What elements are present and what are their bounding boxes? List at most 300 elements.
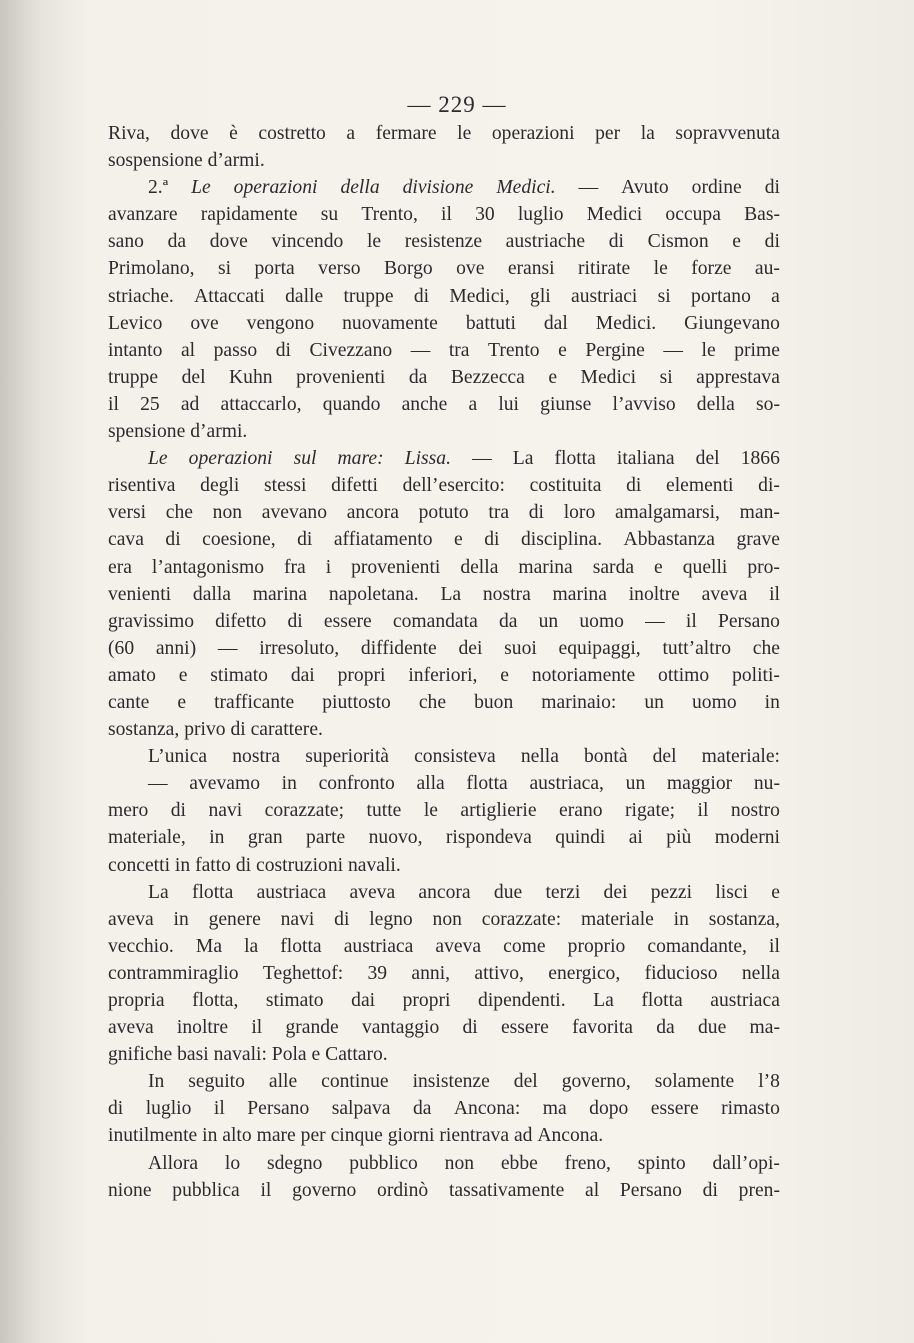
word: nostra bbox=[232, 746, 281, 768]
word: inoltre bbox=[628, 583, 680, 605]
text-line bbox=[108, 1068, 780, 1095]
word: nu- bbox=[753, 773, 780, 795]
word: fermare bbox=[375, 123, 437, 144]
word: il bbox=[213, 1098, 225, 1120]
word: gnifiche bbox=[108, 1044, 178, 1066]
word: nuovamente bbox=[342, 312, 438, 334]
word: Riva, bbox=[108, 123, 150, 144]
word: amato bbox=[108, 664, 156, 686]
word: dei bbox=[603, 881, 628, 903]
word: non bbox=[212, 502, 243, 524]
word: navi bbox=[208, 800, 243, 822]
word: rigate; bbox=[625, 800, 676, 822]
word: al bbox=[180, 339, 196, 361]
word: di bbox=[275, 339, 291, 361]
word: vengono bbox=[246, 312, 315, 334]
word: che bbox=[752, 637, 780, 659]
word: sopravvenuta bbox=[675, 123, 780, 144]
word: Civezzano bbox=[309, 339, 393, 361]
word: e bbox=[654, 556, 663, 578]
text-line bbox=[108, 499, 780, 526]
word: Kuhn bbox=[229, 366, 273, 388]
word: erano bbox=[559, 800, 603, 822]
text-line bbox=[108, 906, 780, 933]
word: attivo, bbox=[474, 962, 524, 984]
text-line bbox=[108, 391, 780, 418]
word: in bbox=[174, 854, 196, 876]
word: in bbox=[202, 1125, 223, 1147]
word: austriaca bbox=[343, 935, 414, 957]
word: dopo bbox=[589, 1098, 629, 1120]
text-line bbox=[108, 472, 780, 499]
word: suoi bbox=[504, 637, 537, 659]
word: marina bbox=[552, 583, 607, 605]
word: elementi bbox=[666, 475, 734, 497]
word: intanto bbox=[108, 339, 163, 361]
word: tutte bbox=[366, 800, 402, 822]
word: da bbox=[498, 610, 518, 632]
word: del bbox=[695, 448, 720, 470]
word: dove bbox=[209, 231, 248, 253]
text-line bbox=[108, 228, 780, 255]
word: versi bbox=[108, 502, 147, 524]
word: Cattaro. bbox=[325, 1044, 388, 1066]
word: ritirate bbox=[578, 258, 631, 280]
word: e bbox=[178, 664, 188, 686]
word: dall’opi- bbox=[712, 1152, 780, 1174]
word: gravissimo bbox=[108, 610, 194, 632]
word: La bbox=[440, 583, 462, 605]
word: un bbox=[538, 610, 559, 632]
word: al bbox=[585, 1179, 600, 1201]
word: le bbox=[423, 800, 438, 822]
text-line bbox=[108, 1177, 780, 1204]
word: il bbox=[441, 204, 452, 226]
word: in bbox=[173, 908, 189, 930]
word: marinaio: bbox=[541, 691, 617, 713]
word: vincendo bbox=[271, 231, 344, 253]
word: aveva bbox=[701, 583, 748, 605]
word: eransi bbox=[507, 258, 555, 280]
word: Levico bbox=[108, 312, 163, 334]
word: uomo bbox=[579, 610, 624, 632]
text-line bbox=[108, 608, 780, 635]
word: porta bbox=[254, 258, 295, 280]
word: concetti bbox=[108, 854, 175, 876]
word: alle bbox=[268, 1071, 298, 1093]
word: le bbox=[701, 339, 716, 361]
word: il bbox=[260, 1179, 272, 1201]
word: e bbox=[548, 366, 558, 388]
word: avanzare bbox=[108, 204, 178, 226]
page-number: — 229 — bbox=[407, 92, 507, 117]
word: del bbox=[652, 746, 677, 768]
text-line bbox=[108, 662, 780, 689]
word: flotta bbox=[466, 773, 508, 795]
word: La bbox=[512, 448, 534, 470]
word: parte bbox=[306, 827, 346, 849]
word: comandante, bbox=[647, 935, 747, 957]
word: Lissa. bbox=[404, 448, 451, 470]
word: si bbox=[217, 258, 232, 280]
word: Trento bbox=[488, 339, 540, 361]
word: dell’esercito: bbox=[402, 475, 505, 497]
word: italiana bbox=[616, 448, 675, 470]
word: resistenze bbox=[404, 231, 483, 253]
word: energico, bbox=[548, 962, 621, 984]
word: navali: bbox=[213, 1044, 272, 1066]
word: su bbox=[320, 204, 339, 226]
body-text bbox=[108, 120, 780, 1204]
word: dei bbox=[458, 637, 483, 659]
word: di bbox=[165, 529, 181, 551]
word: il bbox=[251, 1017, 263, 1039]
word: essere bbox=[500, 1017, 549, 1039]
word: propri bbox=[337, 664, 386, 686]
word: truppe bbox=[343, 285, 394, 307]
word: 25 bbox=[140, 393, 160, 415]
word: provenienti bbox=[351, 556, 441, 578]
word: Medici. bbox=[496, 177, 556, 199]
word: Persano bbox=[619, 1179, 682, 1201]
word: degli bbox=[200, 475, 240, 497]
word: ove bbox=[456, 258, 485, 280]
word: austriaca bbox=[710, 990, 780, 1011]
word: e bbox=[500, 664, 509, 686]
word: dove bbox=[170, 123, 209, 144]
word: ma- bbox=[749, 1017, 780, 1039]
word: aveva bbox=[349, 881, 396, 903]
word: della bbox=[696, 393, 735, 415]
word: ordine bbox=[691, 177, 742, 199]
word: il bbox=[108, 393, 119, 415]
word: costituita bbox=[529, 475, 602, 497]
word: quindi bbox=[555, 827, 606, 849]
word: Trento, bbox=[361, 204, 418, 226]
word: da bbox=[656, 1017, 675, 1039]
word: flotta bbox=[280, 935, 322, 957]
word: ad bbox=[513, 1125, 538, 1147]
word: le bbox=[457, 123, 472, 144]
word: amalgamarsi, bbox=[614, 502, 720, 524]
word: un bbox=[625, 773, 646, 795]
word: della bbox=[460, 556, 499, 578]
word: Persano bbox=[247, 1098, 310, 1120]
word: e bbox=[771, 881, 780, 903]
text-line bbox=[108, 770, 780, 797]
text-line bbox=[108, 174, 780, 201]
word: navi bbox=[280, 908, 315, 930]
word: sdegno bbox=[266, 1152, 323, 1174]
word: freno, bbox=[564, 1152, 611, 1174]
word: sarda bbox=[592, 556, 635, 578]
word: l’avviso bbox=[612, 393, 676, 415]
word: da bbox=[412, 1098, 432, 1120]
word: luglio bbox=[145, 1098, 192, 1120]
word: flotta bbox=[554, 448, 596, 470]
word: del bbox=[181, 366, 206, 388]
word: gran bbox=[247, 827, 283, 849]
word: le bbox=[653, 258, 668, 280]
word: da bbox=[408, 366, 428, 388]
word: mare bbox=[256, 1125, 301, 1147]
word: in bbox=[281, 773, 297, 795]
word: di bbox=[287, 610, 303, 632]
word: rimasto bbox=[721, 1098, 780, 1120]
word: mero bbox=[108, 800, 149, 822]
word: proprio bbox=[567, 935, 626, 957]
word: au- bbox=[754, 258, 780, 280]
word: rispondeva bbox=[445, 827, 532, 849]
word: in bbox=[209, 827, 225, 849]
word: è bbox=[229, 123, 238, 144]
word: la bbox=[640, 123, 655, 144]
word: fiducioso bbox=[644, 962, 718, 984]
word: difetto bbox=[215, 610, 267, 632]
word: che bbox=[165, 502, 193, 524]
word: napoletana. bbox=[328, 583, 419, 605]
word: ai bbox=[628, 827, 643, 849]
word: l’antagonismo bbox=[151, 556, 264, 578]
word: Bas- bbox=[744, 204, 780, 226]
word: e bbox=[558, 339, 567, 361]
word: in bbox=[673, 908, 689, 930]
word: — bbox=[645, 610, 665, 632]
word: apprestava bbox=[696, 366, 780, 388]
word: carattere. bbox=[250, 719, 323, 741]
text-line bbox=[108, 1122, 780, 1149]
word: attaccarlo, bbox=[220, 393, 302, 415]
word: costruzioni bbox=[256, 854, 348, 876]
word: risentiva bbox=[108, 475, 176, 497]
word: coesione, bbox=[202, 529, 276, 551]
word: cava bbox=[108, 529, 144, 551]
word: battuti bbox=[465, 312, 516, 334]
word: sostanza, bbox=[708, 908, 780, 930]
word: come bbox=[503, 935, 546, 957]
word: prime bbox=[734, 339, 780, 361]
word: sul bbox=[293, 448, 317, 470]
word: flotta bbox=[641, 990, 683, 1011]
text-line bbox=[108, 879, 780, 906]
text-line bbox=[108, 554, 780, 581]
text-line bbox=[108, 1041, 780, 1068]
text-line bbox=[108, 581, 780, 608]
word: Allora bbox=[148, 1152, 199, 1174]
text-line bbox=[108, 635, 780, 662]
word: tassativamente bbox=[448, 1179, 565, 1201]
text-line bbox=[108, 933, 780, 960]
word: rapidamente bbox=[200, 204, 298, 226]
word: ottimo bbox=[658, 664, 710, 686]
word: Avuto bbox=[621, 177, 669, 199]
text-line bbox=[108, 689, 780, 716]
word: (60 bbox=[108, 637, 135, 659]
word: ove bbox=[190, 312, 219, 334]
word: ancora bbox=[418, 881, 471, 903]
word: tutt’altro bbox=[662, 637, 732, 659]
word: marina bbox=[252, 583, 308, 605]
text-line bbox=[108, 797, 780, 824]
word: si bbox=[659, 366, 673, 388]
word: avevano bbox=[261, 502, 328, 524]
word: seguito bbox=[188, 1071, 245, 1093]
word: Persano bbox=[717, 610, 780, 632]
word: favorita bbox=[572, 1017, 634, 1039]
word: Giungevano bbox=[684, 312, 780, 334]
word: materiale: bbox=[701, 746, 780, 768]
word: di bbox=[334, 908, 350, 930]
word: si bbox=[657, 285, 671, 307]
word: nella bbox=[741, 962, 780, 984]
word: insistenze bbox=[412, 1071, 490, 1093]
word: — bbox=[410, 339, 431, 361]
word: grave bbox=[736, 529, 780, 551]
word: Pola bbox=[271, 1044, 312, 1066]
text-line bbox=[108, 824, 780, 851]
word: di bbox=[702, 1179, 718, 1201]
word: non bbox=[432, 908, 462, 930]
word: trafficante bbox=[214, 691, 295, 713]
word: Ma bbox=[195, 935, 223, 957]
word: per bbox=[300, 1125, 331, 1147]
word: giunse bbox=[540, 393, 592, 415]
word: era bbox=[108, 556, 132, 578]
word: dai bbox=[351, 990, 376, 1011]
word: equipaggi, bbox=[558, 637, 641, 659]
word: portano bbox=[691, 285, 751, 307]
word: 39 bbox=[367, 962, 388, 984]
word: governo, bbox=[561, 1071, 631, 1093]
word: striache. bbox=[108, 285, 174, 307]
word: governo bbox=[292, 1179, 357, 1201]
text-line bbox=[108, 1014, 780, 1041]
word: di bbox=[462, 1017, 478, 1039]
word: basi bbox=[177, 1044, 214, 1066]
word: di- bbox=[758, 475, 780, 497]
word: Ancona. bbox=[537, 1125, 604, 1147]
word: aveva bbox=[108, 1017, 154, 1039]
word: la bbox=[244, 935, 259, 957]
word: pubblica bbox=[172, 1179, 240, 1201]
word: nuovo, bbox=[368, 827, 423, 849]
word: e bbox=[177, 691, 187, 713]
word: provenienti bbox=[296, 366, 386, 388]
word: d’armi. bbox=[190, 421, 248, 443]
word: legno bbox=[369, 908, 413, 930]
word: vecchio. bbox=[108, 935, 174, 957]
word: marina bbox=[518, 556, 573, 578]
word: Ancona: bbox=[453, 1098, 521, 1120]
word: 1866 bbox=[740, 448, 780, 470]
word: Attaccati bbox=[194, 285, 265, 307]
word: stimato bbox=[265, 990, 324, 1011]
word: tra bbox=[488, 502, 510, 524]
word: — bbox=[578, 177, 599, 199]
word: artiglierie bbox=[460, 800, 537, 822]
word: un bbox=[644, 691, 664, 713]
word: anni, bbox=[411, 962, 451, 984]
word: di bbox=[608, 231, 624, 253]
word: quando bbox=[322, 393, 381, 415]
word: inoltre bbox=[176, 1017, 229, 1039]
text-line bbox=[108, 310, 780, 337]
word: 30 bbox=[475, 204, 495, 226]
text-line bbox=[108, 364, 780, 391]
word: cinque bbox=[330, 1125, 388, 1147]
word: austriaca, bbox=[529, 773, 604, 795]
word: operazioni bbox=[491, 123, 575, 144]
text-line bbox=[108, 716, 780, 743]
word: a bbox=[771, 285, 780, 307]
word: Abbastanza bbox=[623, 529, 715, 551]
word: austriaca bbox=[256, 881, 327, 903]
word: notoriamente bbox=[531, 664, 636, 686]
word: venienti bbox=[108, 583, 172, 605]
word: Medici bbox=[586, 204, 643, 226]
word: Medici bbox=[580, 366, 637, 388]
word: propri bbox=[402, 990, 451, 1011]
word: lui bbox=[498, 393, 519, 415]
word: pro- bbox=[747, 556, 780, 578]
text-line bbox=[108, 743, 780, 770]
word: e bbox=[454, 529, 463, 551]
word: e bbox=[311, 1044, 326, 1066]
word: aveva bbox=[108, 908, 154, 930]
word: divisione bbox=[402, 177, 474, 199]
word: moderni bbox=[714, 827, 780, 849]
word: mare: bbox=[337, 448, 384, 470]
word: alto bbox=[222, 1125, 257, 1147]
word: grande bbox=[285, 1017, 339, 1039]
word: il bbox=[769, 935, 780, 957]
word: quelli bbox=[682, 556, 728, 578]
word: giorni bbox=[387, 1125, 440, 1147]
text-line bbox=[108, 201, 780, 228]
word: operazioni bbox=[233, 177, 318, 199]
word: solamente bbox=[654, 1071, 735, 1093]
word: verso bbox=[318, 258, 361, 280]
text-line bbox=[108, 120, 780, 147]
text-line bbox=[108, 987, 780, 1014]
word: più bbox=[666, 827, 692, 849]
text-line bbox=[108, 337, 780, 364]
word: spensione bbox=[108, 421, 191, 443]
word: per bbox=[595, 123, 621, 144]
word: Primolano, bbox=[108, 258, 195, 280]
word: aveva bbox=[435, 935, 482, 957]
word: materiale, bbox=[108, 827, 186, 849]
word: corazzate; bbox=[264, 800, 345, 822]
word: e bbox=[732, 231, 741, 253]
word: piuttosto bbox=[322, 691, 391, 713]
word: maggior bbox=[666, 773, 733, 795]
word: navali. bbox=[347, 854, 401, 876]
word: sospensione bbox=[108, 150, 208, 172]
word: nione bbox=[108, 1179, 152, 1201]
word: l’8 bbox=[758, 1071, 780, 1093]
word: La bbox=[148, 881, 169, 903]
word: forze bbox=[691, 258, 732, 280]
word: dalla bbox=[192, 583, 231, 605]
word: — bbox=[472, 448, 492, 470]
word: essere bbox=[323, 610, 372, 632]
word: politi- bbox=[732, 664, 780, 686]
word: passo bbox=[213, 339, 258, 361]
word: avevamo bbox=[189, 773, 260, 795]
text-line bbox=[108, 1095, 780, 1122]
word: buon bbox=[474, 691, 514, 713]
